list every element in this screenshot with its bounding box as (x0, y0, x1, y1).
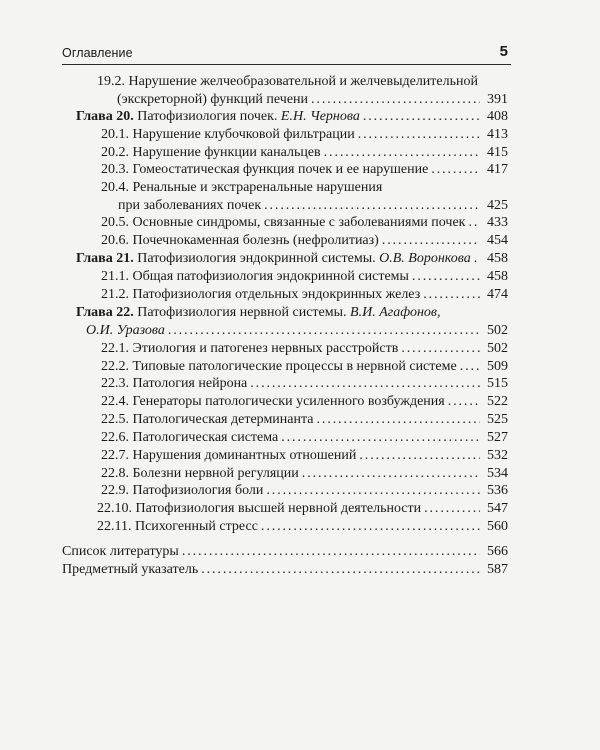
toc-chapter-22[interactable]: Глава 22. Патофизиология нервной системы. В.И. Агафонов, (76, 305, 441, 320)
leader-dots (448, 393, 480, 411)
toc-entry-22-2[interactable]: 22.2. Типовые патологические процессы в нервной системе . . . 509 (101, 358, 508, 376)
toc-entry-20-3[interactable]: 20.3. Гомеостатическая функция почек и ее нарушение . . . 417 (101, 161, 508, 179)
leader-dots (359, 447, 480, 465)
leader-dots (266, 482, 480, 500)
toc-page-ref: 534 (487, 466, 508, 481)
toc-entry-22-9[interactable]: 22.9. Патофизиология боли . . . 536 (101, 482, 508, 500)
toc-entry-21-1[interactable]: 21.1. Общая патофизиология эндокринной системы . . . 458 (101, 268, 508, 286)
toc-chapter-21[interactable]: Глава 21. Патофизиология эндокринной системы. О.В. Воронкова . . . 458 (76, 250, 508, 268)
leader-dots (469, 214, 481, 232)
toc-entry-21-2[interactable]: 21.2. Патофизиология отдельных эндокринных желез . . . 474 (101, 286, 508, 304)
toc-page-ref: 566 (487, 544, 508, 559)
leader-dots (261, 518, 480, 536)
toc-entry-22-10[interactable]: 22.10. Патофизиология высшей нервной деятельности . . . 547 (97, 500, 508, 518)
toc-entry-22-6[interactable]: 22.6. Патологическая система . . . 527 (101, 429, 508, 447)
leader-dots (358, 126, 480, 144)
leader-dots (474, 250, 480, 268)
toc-page-ref: 458 (487, 251, 508, 266)
toc-bibliography[interactable]: Список литературы . . . 566 (62, 543, 508, 561)
leader-dots (412, 268, 480, 286)
leader-dots (382, 232, 480, 250)
leader-dots (250, 375, 480, 393)
leader-dots (460, 358, 480, 376)
toc-page-ref: 413 (487, 127, 508, 142)
leader-dots (311, 91, 480, 109)
chapter-author: Е.Н. Чернова (280, 109, 360, 124)
toc-entry-22-8[interactable]: 22.8. Болезни нервной регуляции . . . 534 (101, 465, 508, 483)
page-number: 5 (499, 43, 508, 60)
leader-dots (317, 411, 480, 429)
toc-subject-index[interactable]: Предметный указатель . . . 587 (62, 561, 508, 579)
toc-entry-19-2[interactable]: 19.2. Нарушение желчеобразовательной и желчевыделительной (97, 74, 478, 89)
leader-dots (264, 197, 480, 215)
toc-page-ref: 425 (487, 198, 508, 213)
chapter-author: В.И. Агафонов, (350, 305, 441, 320)
toc-entry-22-11[interactable]: 22.11. Психогенный стресс . . . 560 (97, 518, 508, 536)
toc-entry-20-2[interactable]: 20.2. Нарушение функции канальцев . . . 415 (101, 144, 508, 162)
toc-entry-22-5[interactable]: 22.5. Патологическая детерминанта . . . 525 (101, 411, 508, 429)
toc-entry-20-5[interactable]: 20.5. Основные синдромы, связанные с заболеваниями почек . . . 433 (101, 214, 508, 232)
toc-page-ref: 417 (487, 162, 508, 177)
leader-dots (363, 108, 480, 126)
toc-page-ref: 522 (487, 394, 508, 409)
toc-entry-20-4-cont[interactable]: при заболеваниях почек . . . 425 (118, 197, 508, 215)
toc-page-ref: 587 (487, 562, 508, 577)
leader-dots (324, 144, 480, 162)
toc-page-ref: 454 (487, 233, 508, 248)
toc-entry-20-6[interactable]: 20.6. Почечнокаменная болезнь (нефролитиаз) . . . 454 (101, 232, 508, 250)
leader-dots (281, 429, 480, 447)
toc-page-ref: 502 (487, 323, 508, 338)
toc-page-ref: 532 (487, 448, 508, 463)
toc-entry-22-3[interactable]: 22.3. Патология нейрона . . . 515 (101, 375, 508, 393)
leader-dots (302, 465, 480, 483)
toc-entry-20-1[interactable]: 20.1. Нарушение клубочковой фильтрации . . . 413 (101, 126, 508, 144)
toc-page-ref: 391 (487, 92, 508, 107)
leader-dots (431, 161, 480, 179)
toc-page-ref: 536 (487, 483, 508, 498)
toc-page-ref: 415 (487, 145, 508, 160)
chapter-author: О.И. Уразова (86, 323, 165, 338)
toc-entry-22-1[interactable]: 22.1. Этиология и патогенез нервных расстройств . . . 502 (101, 340, 508, 358)
toc-entry-22-7[interactable]: 22.7. Нарушения доминантных отношений . . . 532 (101, 447, 508, 465)
toc-chapter-22-cont[interactable] (86, 322, 508, 340)
toc-entry-20-4[interactable]: 20.4. Ренальные и экстраренальные нарушения (101, 180, 383, 195)
toc-page-ref: 515 (487, 376, 508, 391)
toc-chapter-20[interactable]: Глава 20. Патофизиология почек. Е.Н. Чернова . . . 408 (76, 108, 508, 126)
leader-dots (401, 340, 480, 358)
toc-entry-19-2-cont[interactable]: (экскреторной) функций печени . . . 391 (117, 91, 508, 109)
toc-page-ref: 525 (487, 412, 508, 427)
toc-page-ref: 502 (487, 341, 508, 356)
toc-entry-22-4[interactable]: 22.4. Генераторы патологически усиленного возбуждения . . . 522 (101, 393, 508, 411)
leader-dots (424, 500, 480, 518)
toc-page-ref: 474 (487, 287, 508, 302)
leader-dots (201, 561, 480, 579)
toc-page-ref: 509 (487, 359, 508, 374)
toc-page-ref: 408 (487, 109, 508, 124)
toc-page-ref: 547 (487, 501, 508, 516)
leader-dots (423, 286, 480, 304)
toc-page-ref: 433 (487, 215, 508, 230)
toc-page-ref: 560 (487, 519, 508, 534)
toc-page-ref: 458 (487, 269, 508, 284)
leader-dots (168, 322, 480, 340)
toc-page-ref: 527 (487, 430, 508, 445)
leader-dots (182, 543, 480, 561)
chapter-author: О.В. Воронкова (379, 251, 471, 266)
running-head-title: Оглавление (62, 46, 133, 60)
